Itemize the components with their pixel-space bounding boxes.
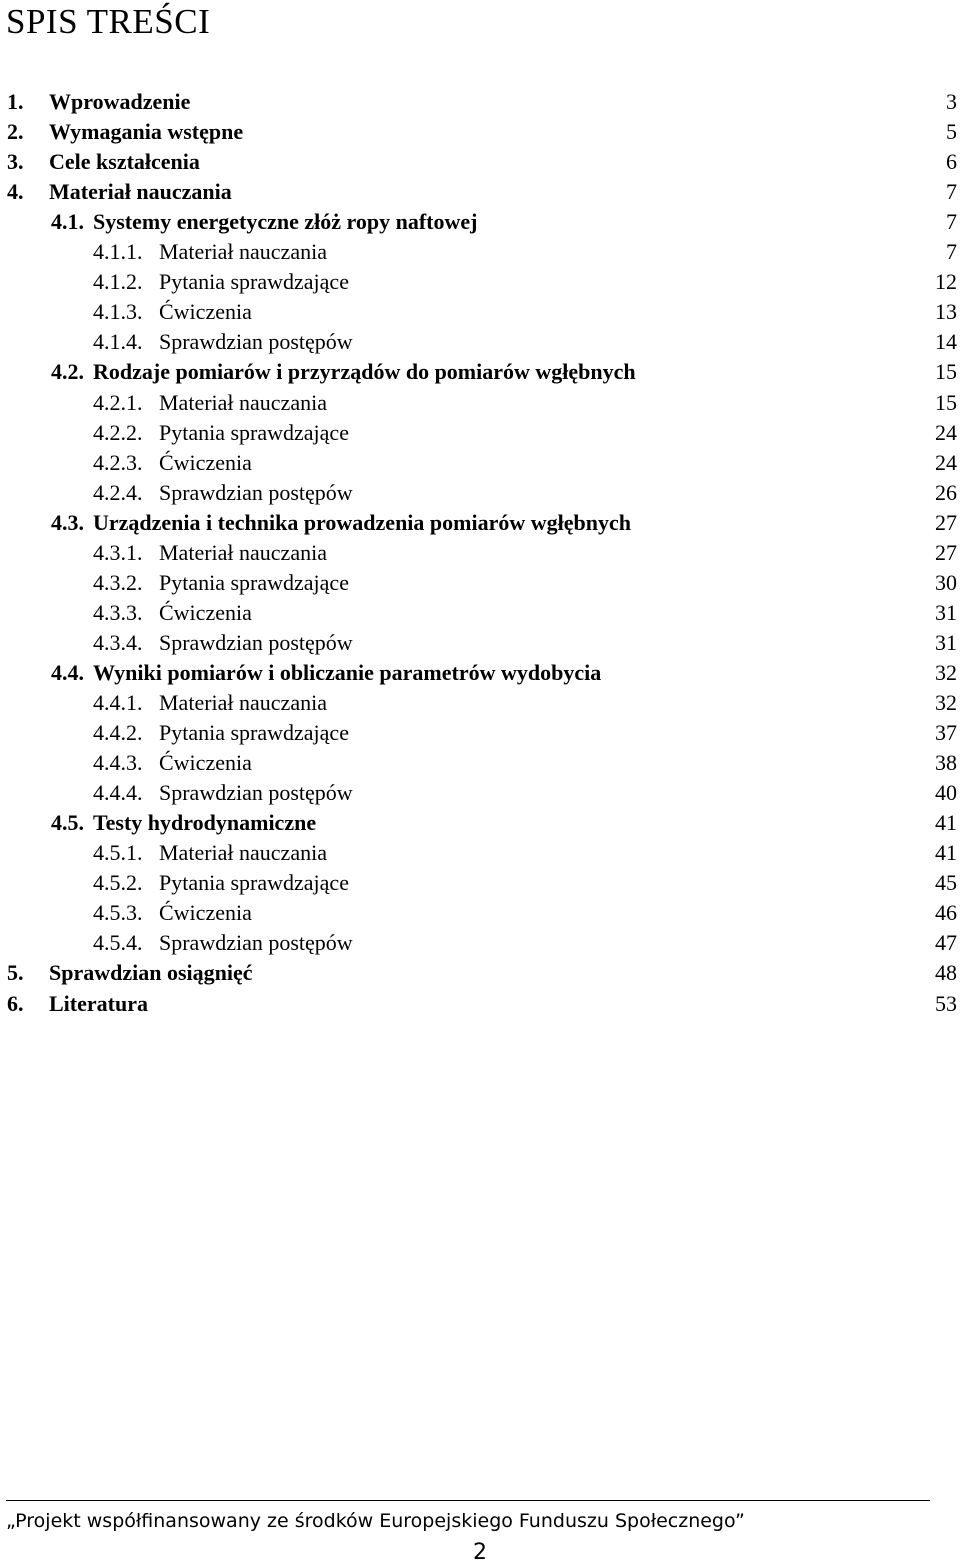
toc-entry-number: 6. [7, 990, 24, 1016]
toc-entry-label: Materiał nauczania [49, 179, 232, 205]
toc-entry-number: 4.5. [51, 810, 84, 836]
toc-entry-number: 4.4.4. [93, 780, 143, 806]
footer-divider [6, 1500, 930, 1501]
toc-entry-page: 26 [935, 479, 957, 505]
toc-entry-number: 4.5.4. [93, 930, 143, 956]
toc-entry-page: 6 [946, 149, 957, 175]
toc-entry-number: 3. [7, 149, 24, 175]
toc-entry-number: 4.3.2. [93, 569, 143, 595]
toc-entry-number: 4.1.2. [93, 269, 143, 295]
toc-entry-label: Ćwiczenia [159, 299, 252, 325]
toc-entry-number: 4.4.3. [93, 750, 143, 776]
toc-entry-page: 47 [935, 930, 957, 956]
toc-entry[interactable] [0, 147, 960, 177]
toc-entry-page: 30 [935, 569, 957, 595]
toc-entry-label: Urządzenia i technika prowadzenia pomiarów wgłębnych [93, 509, 631, 535]
toc-entry-number: 4.1.3. [93, 299, 143, 325]
toc-entry-label: Pytania sprawdzające [159, 269, 349, 295]
toc-entry-page: 38 [935, 750, 957, 776]
toc-entry[interactable] [0, 207, 960, 237]
toc-entry-number: 4.5.3. [93, 900, 143, 926]
toc-entry-label: Sprawdzian postępów [159, 329, 353, 355]
toc-entry-page: 24 [935, 449, 957, 475]
toc-entry-number: 4.2.1. [93, 389, 143, 415]
toc-entry-page: 7 [946, 179, 957, 205]
toc-entry-page: 32 [935, 659, 957, 685]
toc-entry-number: 4. [7, 179, 24, 205]
toc-entry-label: Pytania sprawdzające [159, 419, 349, 445]
toc-entry[interactable] [0, 628, 960, 658]
toc-entry-label: Systemy energetyczne złóż ropy naftowej [93, 209, 478, 235]
toc-entry[interactable] [0, 87, 960, 117]
toc-entry[interactable] [0, 237, 960, 267]
toc-entry-label: Pytania sprawdzające [159, 720, 349, 746]
toc-entry[interactable] [0, 568, 960, 598]
toc-entry-label: Ćwiczenia [159, 900, 252, 926]
toc-entry-number: 4.1.1. [93, 239, 143, 265]
toc-entry-label: Ćwiczenia [159, 449, 252, 475]
toc-entry-label: Ćwiczenia [159, 750, 252, 776]
toc-entry[interactable] [0, 508, 960, 538]
toc-entry-number: 4.3.3. [93, 599, 143, 625]
toc-entry-label: Ćwiczenia [159, 599, 252, 625]
toc-entry[interactable] [0, 267, 960, 297]
toc-entry-label: Pytania sprawdzające [159, 870, 349, 896]
toc-entry-page: 7 [946, 239, 957, 265]
toc-entry-label: Materiał nauczania [159, 389, 327, 415]
toc-entry-page: 45 [935, 870, 957, 896]
toc-entry-label: Testy hydrodynamiczne [93, 810, 317, 836]
toc-entry-number: 4.1.4. [93, 329, 143, 355]
toc-entry-page: 13 [935, 299, 957, 325]
toc-entry-number: 4.5.2. [93, 870, 143, 896]
toc-entry[interactable] [0, 418, 960, 448]
toc-entry-page: 32 [935, 690, 957, 715]
toc-entry[interactable] [0, 297, 960, 327]
toc-entry-number: 4.4. [51, 659, 84, 685]
toc-entry[interactable] [0, 357, 960, 387]
toc-entry-label: Literatura [49, 990, 148, 1016]
toc-entry-label: Rodzaje pomiarów i przyrządów do pomiarów wgłębnych [93, 359, 636, 385]
toc-entry[interactable] [0, 177, 960, 207]
toc-entry-label: Sprawdzian postępów [159, 629, 353, 655]
toc-entry[interactable] [0, 538, 960, 568]
toc-entry[interactable] [0, 778, 960, 808]
toc-entry-number: 4.1. [51, 209, 84, 235]
page-number: 2 [473, 1540, 487, 1565]
toc-entry[interactable] [0, 808, 960, 838]
toc-entry-label: Wprowadzenie [49, 89, 191, 114]
toc-entry[interactable] [0, 658, 960, 688]
toc-entry-page: 41 [935, 810, 957, 836]
toc-entry-page: 48 [935, 960, 957, 986]
toc-entry-page: 24 [935, 419, 957, 445]
toc-entry-label: Materiał nauczania [159, 840, 327, 866]
toc-entry[interactable] [0, 448, 960, 478]
toc-entry-number: 2. [7, 119, 24, 145]
toc-entry-page: 46 [935, 900, 957, 926]
toc-entry-number: 4.4.2. [93, 720, 143, 746]
toc-entry-label: Wyniki pomiarów i obliczanie parametrów wydobycia [93, 659, 602, 685]
toc-entry[interactable] [0, 898, 960, 928]
toc-entry-page: 27 [935, 539, 957, 565]
toc-entry[interactable] [0, 718, 960, 748]
toc-entry-label: Sprawdzian postępów [159, 930, 353, 956]
toc-entry-page: 15 [935, 389, 957, 415]
toc-entry-label: Wymagania wstępne [49, 119, 244, 145]
page-title: SPIS TREŚCI [6, 2, 211, 41]
toc-entry[interactable] [0, 868, 960, 898]
toc-entry[interactable] [0, 388, 960, 418]
toc-entry-page: 14 [935, 329, 957, 355]
toc-entry-page: 15 [935, 359, 957, 385]
toc-entry-page: 12 [935, 269, 957, 295]
toc-entry-page: 31 [935, 599, 957, 625]
toc-entry-number: 4.2.4. [93, 479, 143, 505]
toc-entry-number: 4.3.1. [93, 539, 143, 565]
toc-entry-page: 7 [946, 209, 957, 235]
toc-entry-page: 53 [935, 990, 957, 1016]
toc-entry-label: Sprawdzian postępów [159, 780, 353, 806]
toc-entry-label: Materiał nauczania [159, 239, 327, 265]
toc-entry-page: 5 [946, 119, 957, 145]
footer-text: „Projekt współfinansowany ze środków Europejskiego Funduszu Społecznego” [6, 1510, 745, 1532]
toc-entry-label: Materiał nauczania [159, 690, 327, 715]
toc-entry[interactable] [0, 958, 960, 988]
toc-entry-page: 27 [935, 509, 957, 535]
toc-entry-number: 4.3. [51, 509, 84, 535]
toc-entry-page: 37 [935, 720, 957, 746]
toc-entry-page: 41 [935, 840, 957, 866]
toc-entry[interactable] [0, 989, 960, 1019]
toc-entry-page: 40 [935, 780, 957, 806]
toc-entry-number: 4.2.2. [93, 419, 143, 445]
toc-entry-page: 3 [946, 89, 957, 114]
toc-entry-label: Materiał nauczania [159, 539, 327, 565]
toc-entry[interactable] [0, 117, 960, 147]
toc-entry-number: 4.2. [51, 359, 84, 385]
toc-entry[interactable] [0, 928, 960, 958]
toc-entry-number: 4.2.3. [93, 449, 143, 475]
toc-entry-number: 4.5.1. [93, 840, 143, 866]
toc-entry-number: 4.3.4. [93, 629, 143, 655]
toc-entry-page: 31 [935, 629, 957, 655]
toc-entry[interactable] [0, 748, 960, 778]
toc-entry[interactable] [0, 327, 960, 357]
toc-entry[interactable] [0, 688, 960, 718]
toc-entry[interactable] [0, 598, 960, 628]
toc-entry-number: 1. [7, 89, 24, 114]
toc-entry-label: Pytania sprawdzające [159, 569, 349, 595]
toc-entry-number: 5. [7, 960, 24, 986]
toc-entry-label: Sprawdzian postępów [159, 479, 353, 505]
toc-entry-label: Cele kształcenia [49, 149, 200, 175]
toc-entry[interactable] [0, 478, 960, 508]
toc-entry-label: Sprawdzian osiągnięć [49, 960, 253, 986]
toc-entry-number: 4.4.1. [93, 690, 143, 715]
toc-entry[interactable] [0, 838, 960, 868]
